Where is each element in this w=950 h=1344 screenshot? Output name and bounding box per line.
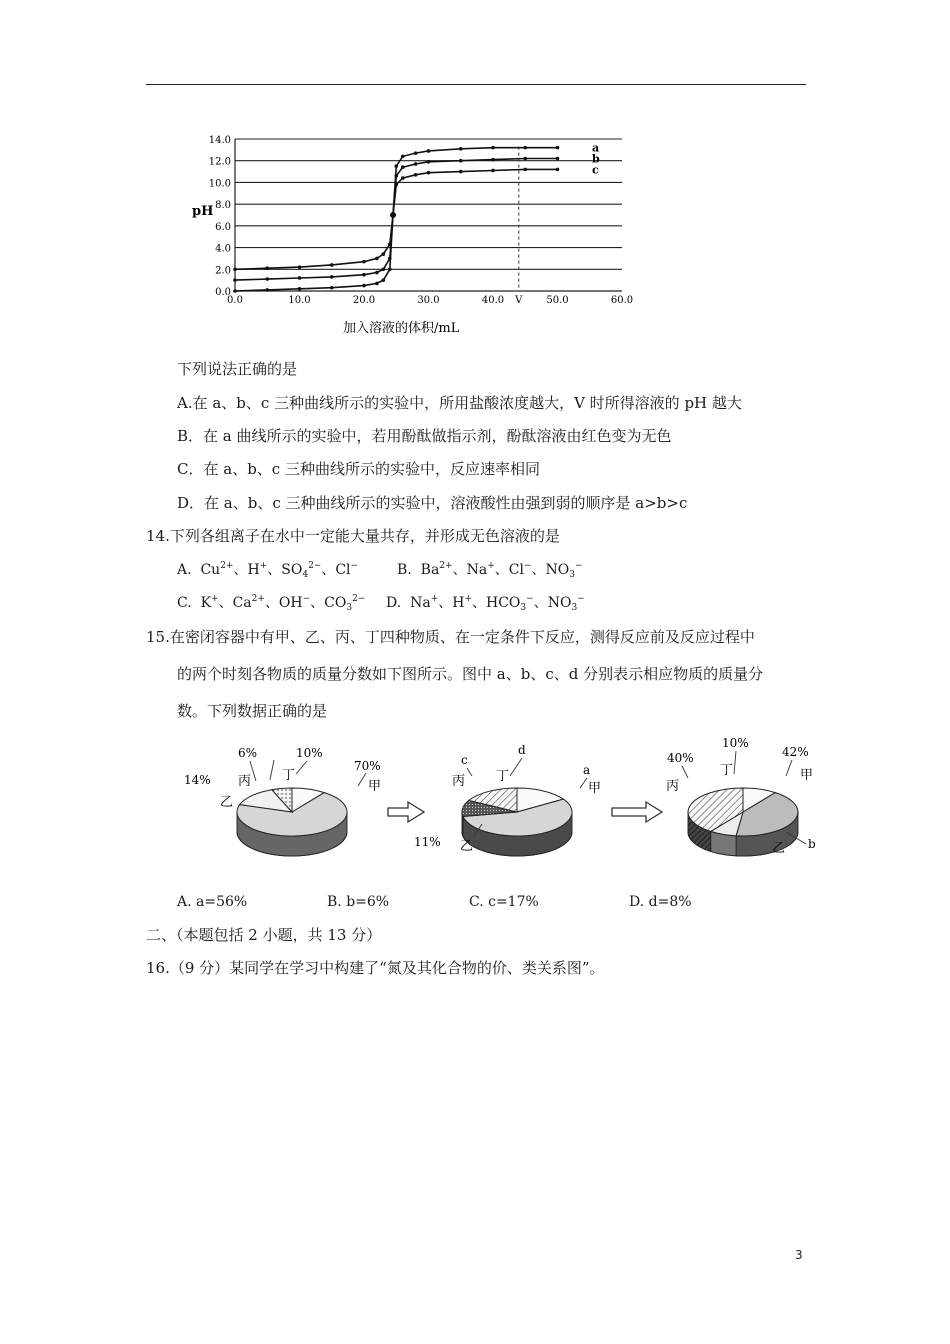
ph-y-tick: 6.0 (215, 221, 231, 233)
q15-option-a: A. a=56% (177, 894, 248, 910)
ph-series-c-point (388, 243, 392, 247)
ph-series-c-point (382, 252, 386, 256)
q15-option-b: B. b=6% (327, 894, 390, 910)
ph-series-c-point (330, 263, 334, 267)
pie3-label-yi-val: b (808, 837, 816, 851)
pie3-label-ding-pct: 10% (722, 736, 749, 750)
ph-series-b-point (556, 157, 560, 161)
ph-series-c-point (491, 169, 495, 173)
pie1-label-yi-pct: 14% (184, 773, 211, 787)
pie3-label-bing-pct: 40% (667, 751, 694, 765)
ph-v-marker-label: V (515, 295, 523, 306)
ph-series-b-point (459, 159, 463, 163)
ph-series-b-point (394, 174, 398, 178)
ph-series-a-point (298, 287, 302, 291)
ph-series-b-point (233, 278, 237, 282)
header-rule (146, 84, 806, 85)
ph-y-tick: 0.0 (215, 287, 231, 298)
pie2-label-ding: 丁 (496, 769, 510, 784)
q14-option-d: D. Na+、H+、$HCO_3^-$、$NO_3^-$ (386, 594, 585, 613)
ph-x-tick: 60.0 (610, 295, 634, 306)
ph-series-c-point (427, 171, 431, 175)
ph-series-a-point (382, 278, 386, 282)
ph-y-tick: 2.0 (215, 265, 231, 277)
pie2-label-bing-val: c (461, 753, 468, 767)
ph-series-c-point (298, 265, 302, 269)
ph-series-a-point (459, 147, 463, 151)
ph-series-b-point (382, 267, 386, 271)
pie2-label-jia-val: a (583, 763, 591, 777)
pie3-label-ding: 丁 (720, 763, 734, 778)
ph-series-c-point (523, 168, 527, 172)
q15-line-1: 15.在密闭容器中有甲、乙、丙、丁四种物质、在一定条件下反应，测得反应前及反应过程中 (146, 628, 755, 646)
arrow-1 (388, 802, 424, 822)
q14-stem: 14.下列各组离子在水中一定能大量共存，并形成无色溶液的是 (146, 527, 560, 545)
ph-series-a-point (414, 151, 418, 155)
ph-series-c-point (362, 260, 366, 264)
ph-equivalence-point (390, 212, 396, 218)
pie-chart-1 (237, 788, 347, 856)
ph-series-a-point (330, 286, 334, 290)
section-2-heading: 二、（本题包括 2 小题，共 13 分） (146, 926, 382, 944)
ph-y-tick: 12.0 (208, 156, 231, 168)
q14-option-a: A. $Cu^{2+}$、H+、$SO_4^{2-}$、Cl− (177, 561, 359, 580)
pie1-label-jia-pct: 70% (354, 759, 381, 773)
ph-series-b-point (427, 160, 431, 164)
ph-series-b-point (375, 271, 379, 275)
ph-series-c-label: c (592, 163, 599, 177)
pie1-label-jia: 甲 (368, 779, 382, 794)
pie1-label-yi: 乙 (220, 795, 234, 810)
pie2-label-ding-val: d (518, 743, 526, 757)
ph-series-b-point (330, 275, 334, 279)
q15-option-d: D. d=8% (629, 894, 692, 910)
ph-x-tick: 40.0 (481, 295, 505, 306)
ph-series-b-point (414, 162, 418, 166)
q13-option-a: A.在 a、b、c 三种曲线所示的实验中，所用盐酸浓度越大，V 时所得溶液的 pH 越大 (177, 394, 742, 412)
pie1-label-bing: 丙 (238, 774, 252, 789)
ph-series-c-point (556, 168, 560, 172)
pie-chart-2 (462, 788, 572, 856)
ph-series-a-point (401, 155, 405, 159)
ph-titration-chart (180, 125, 640, 340)
ph-series-b-point (298, 276, 302, 280)
ph-x-tick: 30.0 (417, 295, 440, 306)
pie2-label-bing: 丙 (452, 774, 466, 789)
pie3-label-jia-pct: 42% (782, 745, 809, 759)
q16-stem: 16.（9 分）某同学在学习中构建了“氮及其化合物的价、类关系图”。 (146, 959, 605, 977)
ph-series-b-point (523, 157, 527, 161)
q15-option-c: C. c=17% (469, 894, 539, 910)
pie3-label-yi: 乙 (772, 841, 786, 856)
arrow-2 (612, 802, 662, 822)
ph-series-c-point (375, 257, 379, 261)
q13-option-b: B．在 a 曲线所示的实验中，若用酚酞做指示剂，酚酞溶液由红色变为无色 (177, 427, 672, 445)
ph-series-a-point (427, 149, 431, 153)
q14-option-c: C. K+、$Ca^{2+}$、OH−、$CO_3^{2-}$ (177, 594, 366, 613)
pie2-label-jia: 甲 (588, 781, 602, 796)
ph-series-a-point (491, 146, 495, 150)
ph-series-b-point (265, 277, 269, 281)
ph-series-c-point (459, 170, 463, 174)
ph-x-axis-label: 加入溶液的体积/mL (343, 321, 460, 336)
ph-y-tick: 10.0 (208, 178, 231, 190)
ph-series-a-point (362, 284, 366, 288)
ph-x-tick: 10.0 (288, 295, 311, 306)
ph-series-a-point (233, 289, 237, 293)
q13-option-c: C．在 a、b、c 三种曲线所示的实验中，反应速率相同 (177, 460, 540, 478)
ph-series-a-point (375, 282, 379, 286)
ph-series-c-point (265, 266, 269, 270)
pie3-label-jia: 甲 (800, 768, 814, 783)
ph-series-b-point (401, 165, 405, 169)
q15-line-3: 数。下列数据正确的是 (177, 702, 328, 720)
ph-series-c-point (233, 267, 237, 271)
mass-fraction-pies (180, 728, 840, 878)
ph-series-a-point (556, 146, 560, 150)
ph-series-c-point (414, 173, 418, 177)
ph-series-a-point (265, 288, 269, 292)
ph-x-tick: 0.0 (227, 295, 243, 306)
ph-series-b-point (362, 273, 366, 277)
ph-series-a-point (394, 164, 398, 168)
ph-series-b-point (388, 257, 392, 261)
ph-x-tick: 20.0 (352, 295, 376, 306)
page-number: 3 (795, 1248, 803, 1262)
ph-series-a-point (388, 267, 392, 271)
q15-line-2: 的两个时刻各物质的质量分数如下图所示。图中 a、b、c、d 分别表示相应物质的质量分 (177, 665, 764, 683)
ph-series-c-point (401, 176, 405, 180)
ph-series-b-label: b (592, 152, 600, 166)
ph-y-tick: 4.0 (215, 243, 231, 255)
pie1-label-bing-pct: 6% (238, 746, 258, 760)
ph-series-a-label: a (592, 141, 600, 155)
q14-option-b: B. $Ba^{2+}$、Na+、Cl−、$NO_3^-$ (397, 561, 583, 580)
pie2-label-yi: 乙 (460, 839, 474, 854)
ph-y-axis-label: pH (192, 204, 214, 219)
ph-series-c-point (394, 183, 398, 187)
ph-y-tick: 14.0 (208, 135, 231, 146)
pie1-label-ding-pct: 10% (296, 746, 323, 760)
ph-series-b-point (491, 158, 495, 162)
ph-y-tick: 8.0 (215, 200, 231, 212)
ph-x-tick: 50.0 (546, 295, 569, 306)
q13-stem: 下列说法正确的是 (177, 360, 298, 378)
pie1-label-ding: 丁 (282, 768, 296, 783)
q13-option-d: D．在 a、b、c 三种曲线所示的实验中，溶液酸性由强到弱的顺序是 a>b>c (177, 494, 688, 512)
ph-series-a-point (523, 146, 527, 150)
pie3-label-bing: 丙 (666, 779, 680, 794)
pie2-label-yi-pct: 11% (414, 835, 441, 849)
